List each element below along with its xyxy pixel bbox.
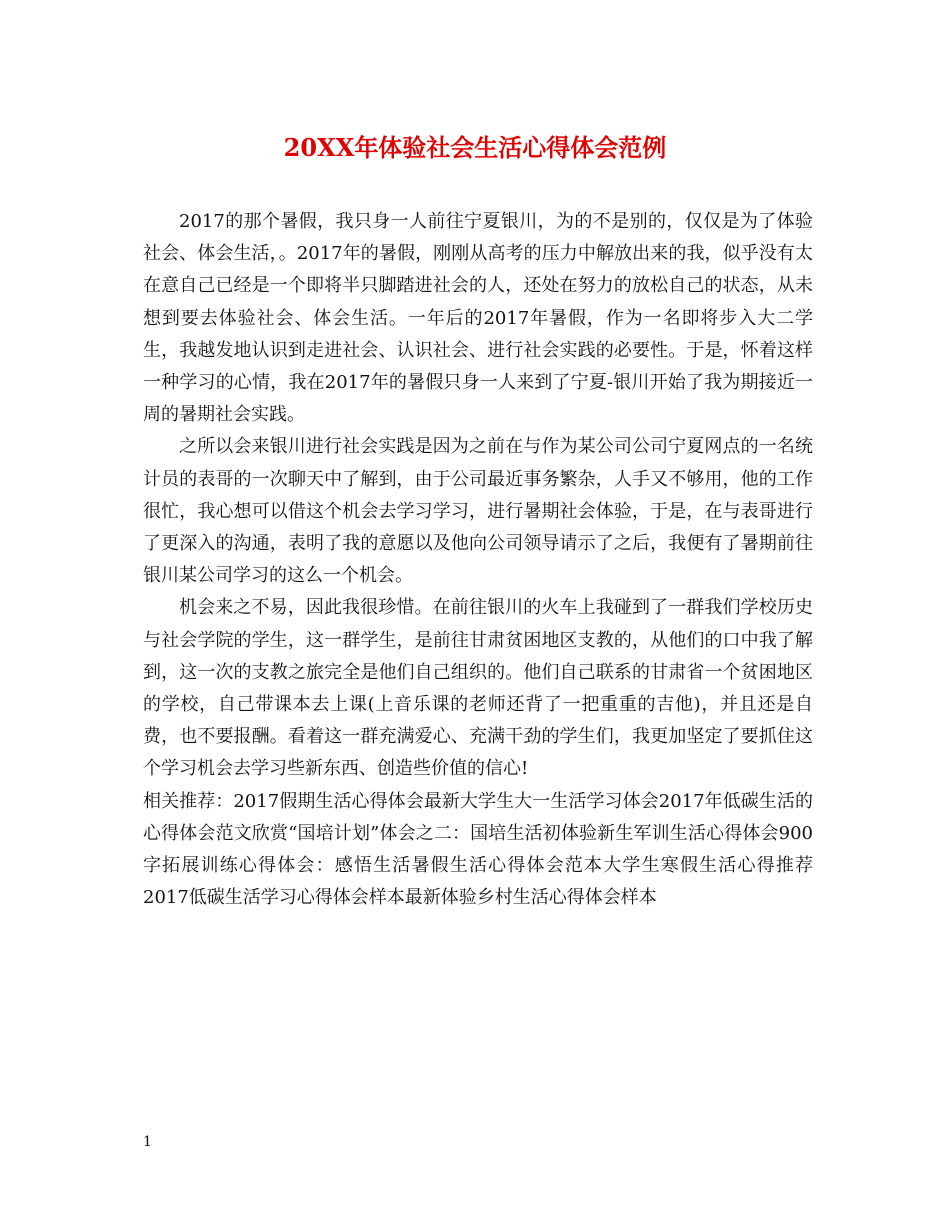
paragraph-1: 2017的那个暑假，我只身一人前往宁夏银川，为的不是别的，仅仅是为了体验社会、体会生活，。2017年的暑假，刚刚从高考的压力中解放出来的我，似乎没有太在意自己已经是一个即将半只脚踏进社会的人，还处在努力的放松自己的状态，从未想到要去体验社会、体会生活。一年后的2017年暑假，作为一名即将步入大二学生，我越发地认识到走进社会、认识社会、进行社会实践的必要性。于是，怀着这样一种学习的心情，我在2017年的暑假只身一人来到了宁夏-银川开始了我为期接近一周的暑期社会实践。 bbox=[143, 211, 813, 426]
paragraph-3: 机会来之不易，因此我很珍惜。在前往银川的火车上我碰到了一群我们学校历史与社会学院的学生，这一群学生，是前往甘肃贫困地区支教的，从他们的口中我了解到，这一次的支教之旅完全是他们自己组织的。他们自己联系的甘肃省一个贫困地区的学校，自己带课本去上课(上音乐课的老师还背了一把重重的吉他)，并且还是自费，也不要报酬。看着这一群充满爱心、充满干劲的学生们，我更加坚定了要抓住这个学习机会去学习些新东西、创造些价值的信心! bbox=[143, 597, 813, 780]
paragraph-2: 之所以会来银川进行社会实践是因为之前在与作为某公司公司宁夏网点的一名统计员的表哥的一次聊天中了解到，由于公司最近事务繁杂，人手又不够用，他的工作很忙，我心想可以借这个机会去学习学习，进行暑期社会体验，于是，在与表哥进行了更深入的沟通，表明了我的意愿以及他向公司领导请示了之后，我便有了暑期前往银川某公司学习的这么一个机会。 bbox=[143, 436, 813, 587]
related-recommendations: 相关推荐：2017假期生活心得体会最新大学生大一生活学习体会2017年低碳生活的心得体会范文欣赏“国培计划”体会之二：国培生活初体验新生军训生活心得体会900字拓展训练心得体会：感悟生活暑假生活心得体会范本大学生寒假生活心得推荐2017低碳生活学习心得体会样本最新体验乡村生活心得体会样本 bbox=[143, 790, 813, 909]
page-number: 1 bbox=[143, 1134, 152, 1150]
document-title: 20XX年体验社会生活心得体会范例 bbox=[283, 133, 667, 162]
document-body bbox=[143, 206, 813, 914]
